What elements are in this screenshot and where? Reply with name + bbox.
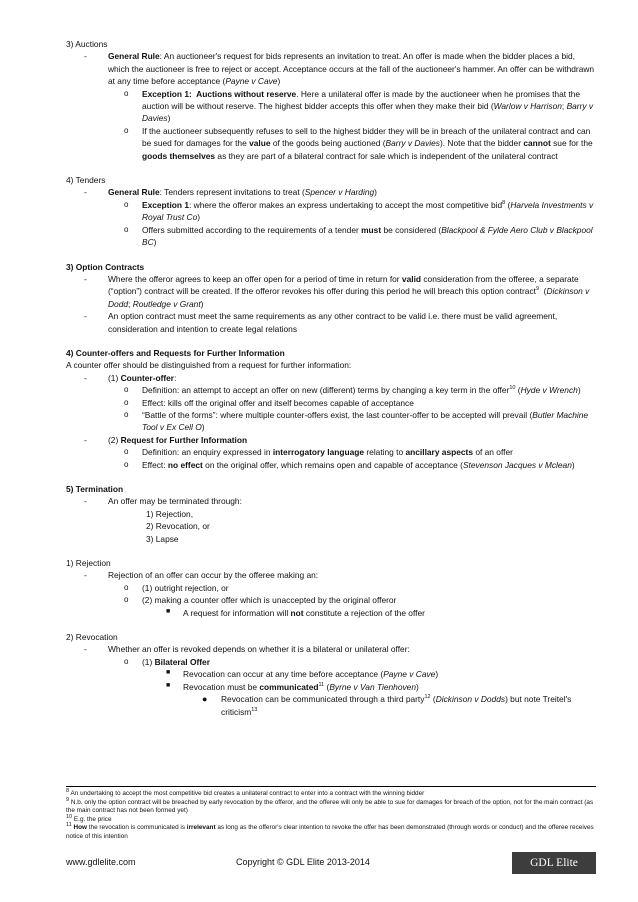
list-item: o “Battle of the forms”: where multiple counter-offers exist, the last counter-offer to be accepted will prevail (Butler Machine Tool v Ex Cell O) [124,409,589,433]
square-marker: ■ [166,669,171,677]
list-item: o (1) outright rejection, or [124,582,229,593]
circle-marker: o [124,656,129,666]
section-heading: 5) Termination [66,484,124,494]
page-footer [66,852,596,874]
list-item: o Offers submitted according to the requirements of a tender must be considered (Blackpool & Fylde Aero Club v Blackpool BC) [124,224,593,248]
section-heading: 3) Auctions [66,39,108,49]
list-item: - (1) Counter-offer: [84,372,177,383]
list-item: o Definition: an enquiry expressed in interrogatory language relating to ancillary aspects of an offer [124,447,513,458]
circle-marker: o [124,88,129,98]
list-item: o Effect: no effect on the original offer, which remains open and capable of acceptance (Stevenson Jacques v Mclean) [124,459,575,470]
list-item: - Rejection of an offer can occur by the offeree making an: [84,570,319,581]
circle-marker: o [124,459,129,469]
footnotes [66,786,596,842]
list-item: - An option contract must meet the same requirements as any other contract to be valid i.e. there must be valid agreement, consideration and intention to create legal relations [84,311,558,334]
list-item: o (2) making a counter offer which is unaccepted by the original offeror [124,595,397,606]
section-heading: 4) Tenders [66,175,106,186]
section-termination [66,483,596,545]
dash-marker: - [84,434,87,445]
section-revocation [66,631,596,718]
circle-marker: o [124,385,129,395]
list-item: ■ Revocation can occur at any time before acceptance (Payne v Cave) [166,669,439,680]
dash-marker: - [84,311,87,322]
section-heading: 3) Option Contracts [66,261,145,272]
footnote-ref[interactable]: 11 [318,681,325,688]
list-item: ● Revocation can be communicated through a third party$^{12}$ (Dickinson v Dodds) but note Treitel's criticism$^{13}$ [202,694,572,717]
circle-marker: o [124,447,129,457]
list-item: o Definition: an attempt to accept an offer on new (different) terms by changing a key term in the offer$^{10}$ (Hyde v Wrench) [124,385,581,396]
list-item: - Whether an offer is revoked depends on whether it is a bilateral or unilateral offer: [84,644,410,655]
circle-marker: o [124,125,129,135]
list-item: 3) Lapse [146,533,179,544]
footnote: 8 An undertaking to accept the most competitive bid creates a unilateral contract to enter into a contract with the winning bidder [66,787,425,797]
list-item: o If the auctioneer subsequently refuses to sell to the highest bidder they will be in breach of the unilateral contract and can be sued for damages for the value of the goods being auctioned (Barry v Davies). Note that the bidder cannot sue for the goods themselves as they are part of a bilateral contract for sale which is independent of the unilateral contract [124,125,593,161]
circle-marker: o [124,409,129,419]
footnote: 9 N.b. only the option contract will be breached by early revocation by the offeror, and the offeree will only be able to sue for damages for breach of the option, not for the main contract (as the main contract has not been formed yet) [66,796,594,815]
list-item: o Effect: kills off the original offer and itself becomes capable of acceptance [124,397,414,408]
circle-marker: o [124,397,129,407]
dash-marker: - [84,496,87,507]
dash-marker: - [84,372,87,383]
section-intro: A counter offer should be distinguished from a request for further information: [66,360,352,371]
footnote-ref[interactable]: 13 [251,706,258,713]
list-item: ■ Revocation must be communicated$^{11}$ (Byrne v Van Tienhoven) [166,681,419,692]
list-item: - An offer may be terminated through: [84,496,242,507]
footnote: 10 E.g. the price [66,813,112,823]
website-link[interactable]: www.gdlelite.com [66,857,136,867]
section-auctions [66,38,596,162]
circle-marker: o [124,199,129,209]
footnote-ref[interactable]: 8 [502,200,506,207]
dash-marker: - [84,51,87,62]
circle-marker: o [124,582,129,592]
list-item: - (2) Request for Further Information [84,434,248,445]
dot-marker: ● [202,694,208,705]
copyright-text: Copyright © GDL Elite 2013-2014 [236,857,370,867]
section-rejection [66,557,596,619]
list-item: - General Rule: An auctioneer's request for bids represents an invitation to treat. An offer is made when the bidder places a bid, which the auctioneer is free to reject or accept. Acceptance occurs at the fall of the auctioneer's hammer. An offer can be withdrawn at any time before acceptance (Payne v Cave) [84,51,595,87]
square-marker: ■ [166,681,171,689]
section-counter-offers [66,347,596,471]
document-body [66,38,596,718]
dash-marker: - [84,570,87,581]
section-heading: 4) Counter-offers and Requests for Further Information [66,347,285,358]
gdl-elite-logo: GDL Elite [512,852,596,874]
footnote: 11 How the revocation is communicated is irrelevant as long as the offeror's clear intention to revoke the offer has been demonstrated (through words or conduct) and the offeree receives notice of this intention [66,822,594,840]
square-marker: ■ [166,607,171,615]
circle-marker: o [124,595,129,605]
section-heading: 2) Revocation [66,632,118,643]
footnote-ref[interactable]: 9 [535,286,540,293]
list-item: - Where the offeror agrees to keep an offer open for a period of time in return for valid consideration from the offeree, a separate (“option”) contract will be created. If the offeror revokes his offer during this period he will breach this option contract$^9$ (Dickinson v Dodd; Routledge v Grant) [84,273,590,309]
dash-marker: - [84,644,87,655]
dash-marker: - [84,273,87,284]
list-item: - General Rule: Tenders represent invitations to treat (Spencer v Harding) [84,187,377,198]
section-tenders [66,174,596,248]
circle-marker: o [124,224,129,234]
list-item: o (1) Bilateral Offer [124,656,210,667]
section-heading: 1) Rejection [66,558,111,569]
list-item: o Exception 1: Auctions without reserve. Here a unilateral offer is made by the auctioneer when he promises that the auction will be without reserve. The highest bidder accepts this offer when they make their bid (Warlow v Harrison; Barry v Davies) [124,88,594,124]
list-item: 1) Rejection, [146,508,194,519]
list-item: 2) Revocation, or [146,521,210,532]
footnote-ref[interactable]: 10 [509,385,516,392]
list-item: o Exception 1: where the offeror makes an express undertaking to accept the most competitive bid$^8$ (Harvela Investments v Royal Trust Co) [124,199,594,223]
list-item: ■ A request for information will not constitute a rejection of the offer [166,607,425,618]
section-option-contracts [66,261,596,335]
footnote-ref[interactable]: 12 [424,694,431,701]
dash-marker: - [84,187,87,198]
